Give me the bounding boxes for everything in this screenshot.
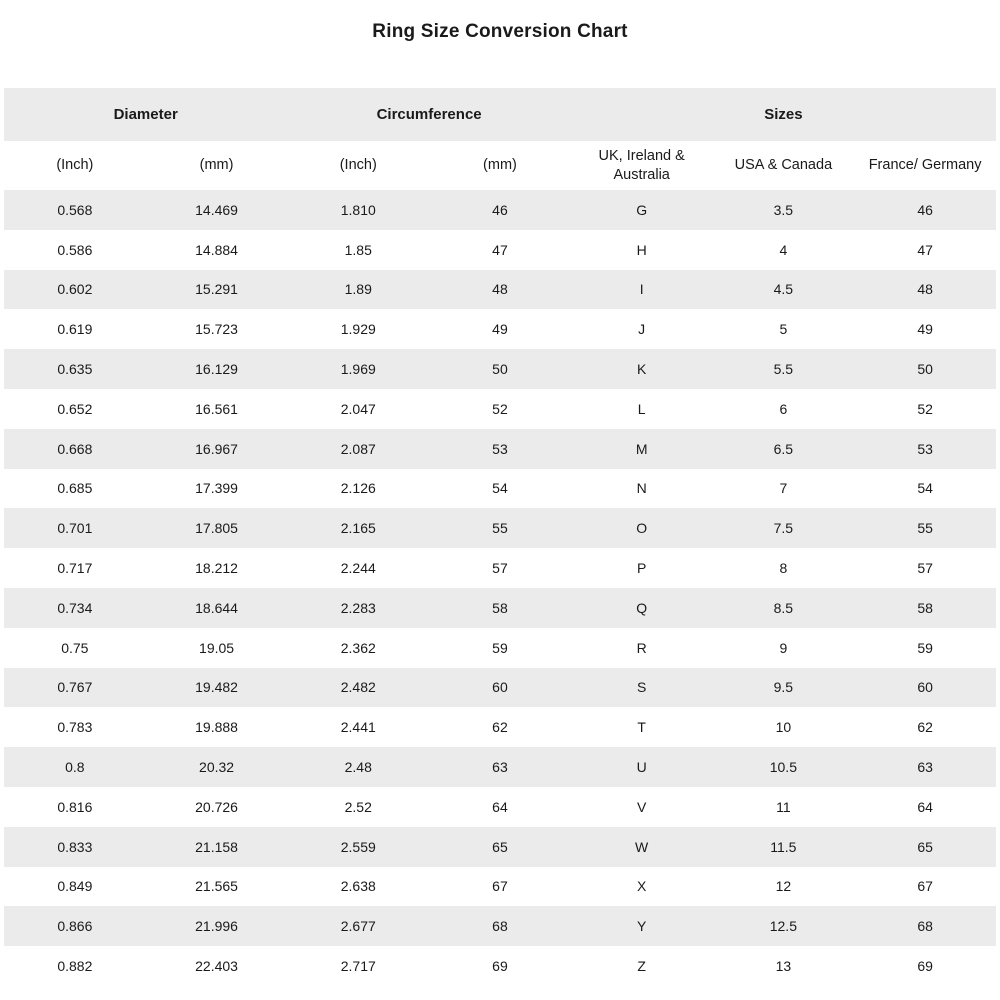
table-cell: 2.717: [340, 958, 376, 975]
table-cell: 2.52: [344, 798, 372, 815]
table-cell: 0.619: [57, 321, 93, 338]
table-cell: 53: [492, 440, 508, 457]
table-row: [4, 230, 996, 270]
table-cell: 1.929: [340, 321, 376, 338]
table-cell: 16.561: [195, 400, 238, 417]
table-cell: 69: [917, 958, 933, 975]
table-cell: 17.805: [195, 520, 238, 537]
table-row: [4, 548, 996, 588]
table-cell: 2.126: [340, 480, 376, 497]
table-row: [4, 906, 996, 946]
table-cell: 0.635: [57, 361, 93, 378]
table-row: [4, 190, 996, 230]
table-cell: 47: [917, 241, 933, 258]
table-cell: 15.291: [195, 281, 238, 298]
table-cell: 11: [776, 798, 791, 815]
table-cell: 0.685: [57, 480, 93, 497]
table-cell: 1.89: [344, 281, 372, 298]
table-cell: 57: [917, 560, 933, 577]
table-cell: 52: [492, 400, 508, 417]
table-cell: 55: [917, 520, 933, 537]
column-header-usa-canada: USA & Canada: [734, 157, 833, 174]
table-cell: 0.767: [57, 679, 93, 696]
table-cell: 57: [492, 560, 508, 577]
table-row: [4, 429, 996, 469]
group-header-row: [4, 88, 996, 141]
table-cell: 5: [779, 321, 788, 338]
table-cell: 16.129: [195, 361, 238, 378]
column-header-circumference-inch: (Inch): [339, 157, 377, 174]
column-header-france-germany: France/ Germany: [868, 157, 982, 174]
table-cell: 0.701: [57, 520, 93, 537]
table-cell: 16.967: [195, 440, 238, 457]
table-cell: 63: [917, 759, 933, 776]
table-cell: 53: [917, 440, 933, 457]
table-cell: 18.644: [195, 599, 238, 616]
table-cell: 0.568: [57, 201, 93, 218]
table-cell: S: [636, 679, 647, 696]
table-cell: 1.969: [340, 361, 376, 378]
table-cell: 46: [492, 201, 508, 218]
table-cell: 55: [492, 520, 508, 537]
table-header: [4, 88, 996, 190]
table-cell: 0.8: [65, 759, 85, 776]
table-cell: 65: [917, 838, 933, 855]
group-header-sizes: Sizes: [764, 106, 803, 123]
table-cell: 2.087: [340, 440, 376, 457]
table-cell: K: [636, 361, 647, 378]
table-cell: 68: [492, 918, 508, 935]
table-cell: 2.244: [340, 560, 376, 577]
table-row: [4, 389, 996, 429]
table-cell: 58: [917, 599, 933, 616]
group-header-diameter: Diameter: [113, 106, 178, 123]
table-cell: Z: [637, 958, 646, 975]
table-cell: 46: [917, 201, 933, 218]
table-cell: 0.882: [57, 958, 93, 975]
table-row: [4, 867, 996, 907]
column-header-diameter-mm: (mm): [199, 157, 234, 174]
table-cell: 52: [917, 400, 933, 417]
table-cell: 8.5: [773, 599, 794, 616]
table-cell: 0.849: [57, 878, 93, 895]
table-row: [4, 787, 996, 827]
table-cell: 0.816: [57, 798, 93, 815]
table-cell: Q: [636, 599, 648, 616]
table-cell: 50: [917, 361, 933, 378]
table-cell: 6: [779, 400, 788, 417]
table-cell: 13: [775, 958, 792, 975]
table-cell: 2.283: [340, 599, 376, 616]
table-row: [4, 668, 996, 708]
table-cell: 0.602: [57, 281, 93, 298]
table-cell: 14.469: [195, 201, 238, 218]
table-cell: 4: [779, 241, 788, 258]
table-cell: 5.5: [773, 361, 794, 378]
table-cell: R: [636, 639, 647, 656]
table-cell: H: [636, 241, 647, 258]
table-cell: 7: [779, 480, 788, 497]
table-cell: 2.638: [340, 878, 376, 895]
table-cell: 0.668: [57, 440, 93, 457]
table-cell: 47: [492, 241, 508, 258]
table-cell: 0.783: [57, 719, 93, 736]
table-cell: V: [636, 798, 647, 815]
table-cell: 48: [492, 281, 508, 298]
table-cell: 58: [492, 599, 508, 616]
table-cell: 2.441: [340, 719, 376, 736]
table-cell: 0.866: [57, 918, 93, 935]
table-cell: 54: [917, 480, 933, 497]
table-cell: 0.717: [57, 560, 93, 577]
table-cell: 48: [917, 281, 933, 298]
table-cell: I: [639, 281, 644, 298]
table-row: [4, 747, 996, 787]
table-row: [4, 349, 996, 389]
column-header-diameter-inch: (Inch): [56, 157, 94, 174]
table-cell: 2.047: [340, 400, 376, 417]
page-title: Ring Size Conversion Chart: [372, 21, 628, 42]
table-cell: 12.5: [769, 918, 797, 935]
table-cell: 12: [775, 878, 792, 895]
table-cell: 64: [917, 798, 933, 815]
table-cell: P: [636, 560, 647, 577]
table-cell: W: [635, 838, 649, 855]
ring-size-conversion-table: [4, 88, 996, 986]
table-cell: 6.5: [773, 440, 794, 457]
column-header-uk-ireland-australia: UK, Ireland & Australia: [598, 148, 685, 183]
table-row: [4, 628, 996, 668]
table-cell: 0.652: [57, 400, 93, 417]
table-cell: 17.399: [195, 480, 238, 497]
table-cell: 20.32: [199, 759, 235, 776]
group-header-circumference: Circumference: [376, 106, 482, 123]
table-cell: L: [637, 400, 646, 417]
table-cell: 2.362: [340, 639, 376, 656]
table-row: [4, 588, 996, 628]
table-cell: 59: [917, 639, 933, 656]
column-header-row: [4, 141, 996, 190]
table-row: [4, 827, 996, 867]
table-cell: 11.5: [770, 838, 797, 855]
table-cell: 2.559: [340, 838, 376, 855]
table-row: [4, 309, 996, 349]
table-cell: 67: [492, 878, 508, 895]
table-cell: O: [636, 520, 648, 537]
table-cell: 9: [779, 639, 788, 656]
table-cell: 3.5: [773, 201, 794, 218]
table-cell: 21.565: [195, 878, 238, 895]
table-cell: 1.810: [340, 201, 376, 218]
table-cell: 2.677: [340, 918, 376, 935]
table-cell: 0.833: [57, 838, 93, 855]
table-cell: 8: [779, 560, 788, 577]
table-cell: 69: [492, 958, 508, 975]
table-cell: U: [636, 759, 647, 776]
table-cell: G: [636, 201, 648, 218]
table-cell: 1.85: [344, 241, 372, 258]
table-cell: 49: [917, 321, 933, 338]
table-cell: 63: [492, 759, 508, 776]
table-cell: 49: [492, 321, 508, 338]
table-cell: 2.482: [340, 679, 376, 696]
table-cell: 10.5: [769, 759, 797, 776]
table-cell: 2.48: [344, 759, 372, 776]
table-cell: 68: [917, 918, 933, 935]
table-cell: 19.482: [195, 679, 238, 696]
table-cell: 22.403: [195, 958, 238, 975]
table-row: [4, 469, 996, 509]
table-body: [4, 190, 996, 986]
table-cell: 0.734: [57, 599, 93, 616]
table-row: [4, 508, 996, 548]
table-cell: 60: [492, 679, 508, 696]
table-cell: X: [636, 878, 647, 895]
table-cell: 0.586: [57, 241, 93, 258]
table-cell: 62: [917, 719, 933, 736]
table-cell: T: [637, 719, 646, 736]
table-row: [4, 707, 996, 747]
table-row: [4, 270, 996, 310]
table-cell: 2.165: [340, 520, 376, 537]
table-cell: Y: [636, 918, 647, 935]
table-cell: 4.5: [773, 281, 794, 298]
table-cell: 15.723: [195, 321, 238, 338]
table-cell: 50: [492, 361, 508, 378]
table-cell: 60: [917, 679, 933, 696]
table-cell: M: [635, 440, 648, 457]
table-cell: 21.996: [195, 918, 238, 935]
table-cell: 21.158: [195, 838, 238, 855]
table-cell: N: [636, 480, 647, 497]
table-cell: 18.212: [195, 560, 238, 577]
table-cell: 19.888: [195, 719, 238, 736]
table-cell: 64: [492, 798, 508, 815]
table-cell: 10: [775, 719, 792, 736]
table-cell: 9.5: [773, 679, 794, 696]
table-cell: 0.75: [61, 639, 89, 656]
table-cell: 7.5: [773, 520, 794, 537]
table-row: [4, 946, 996, 986]
table-cell: 14.884: [195, 241, 238, 258]
table-cell: 67: [917, 878, 933, 895]
table-cell: 20.726: [195, 798, 238, 815]
table-cell: J: [638, 321, 646, 338]
table-cell: 19.05: [199, 639, 235, 656]
table-cell: 65: [492, 838, 508, 855]
table-cell: 59: [492, 639, 508, 656]
table-cell: 62: [492, 719, 508, 736]
column-header-circumference-mm: (mm): [483, 157, 517, 174]
table-cell: 54: [492, 480, 508, 497]
